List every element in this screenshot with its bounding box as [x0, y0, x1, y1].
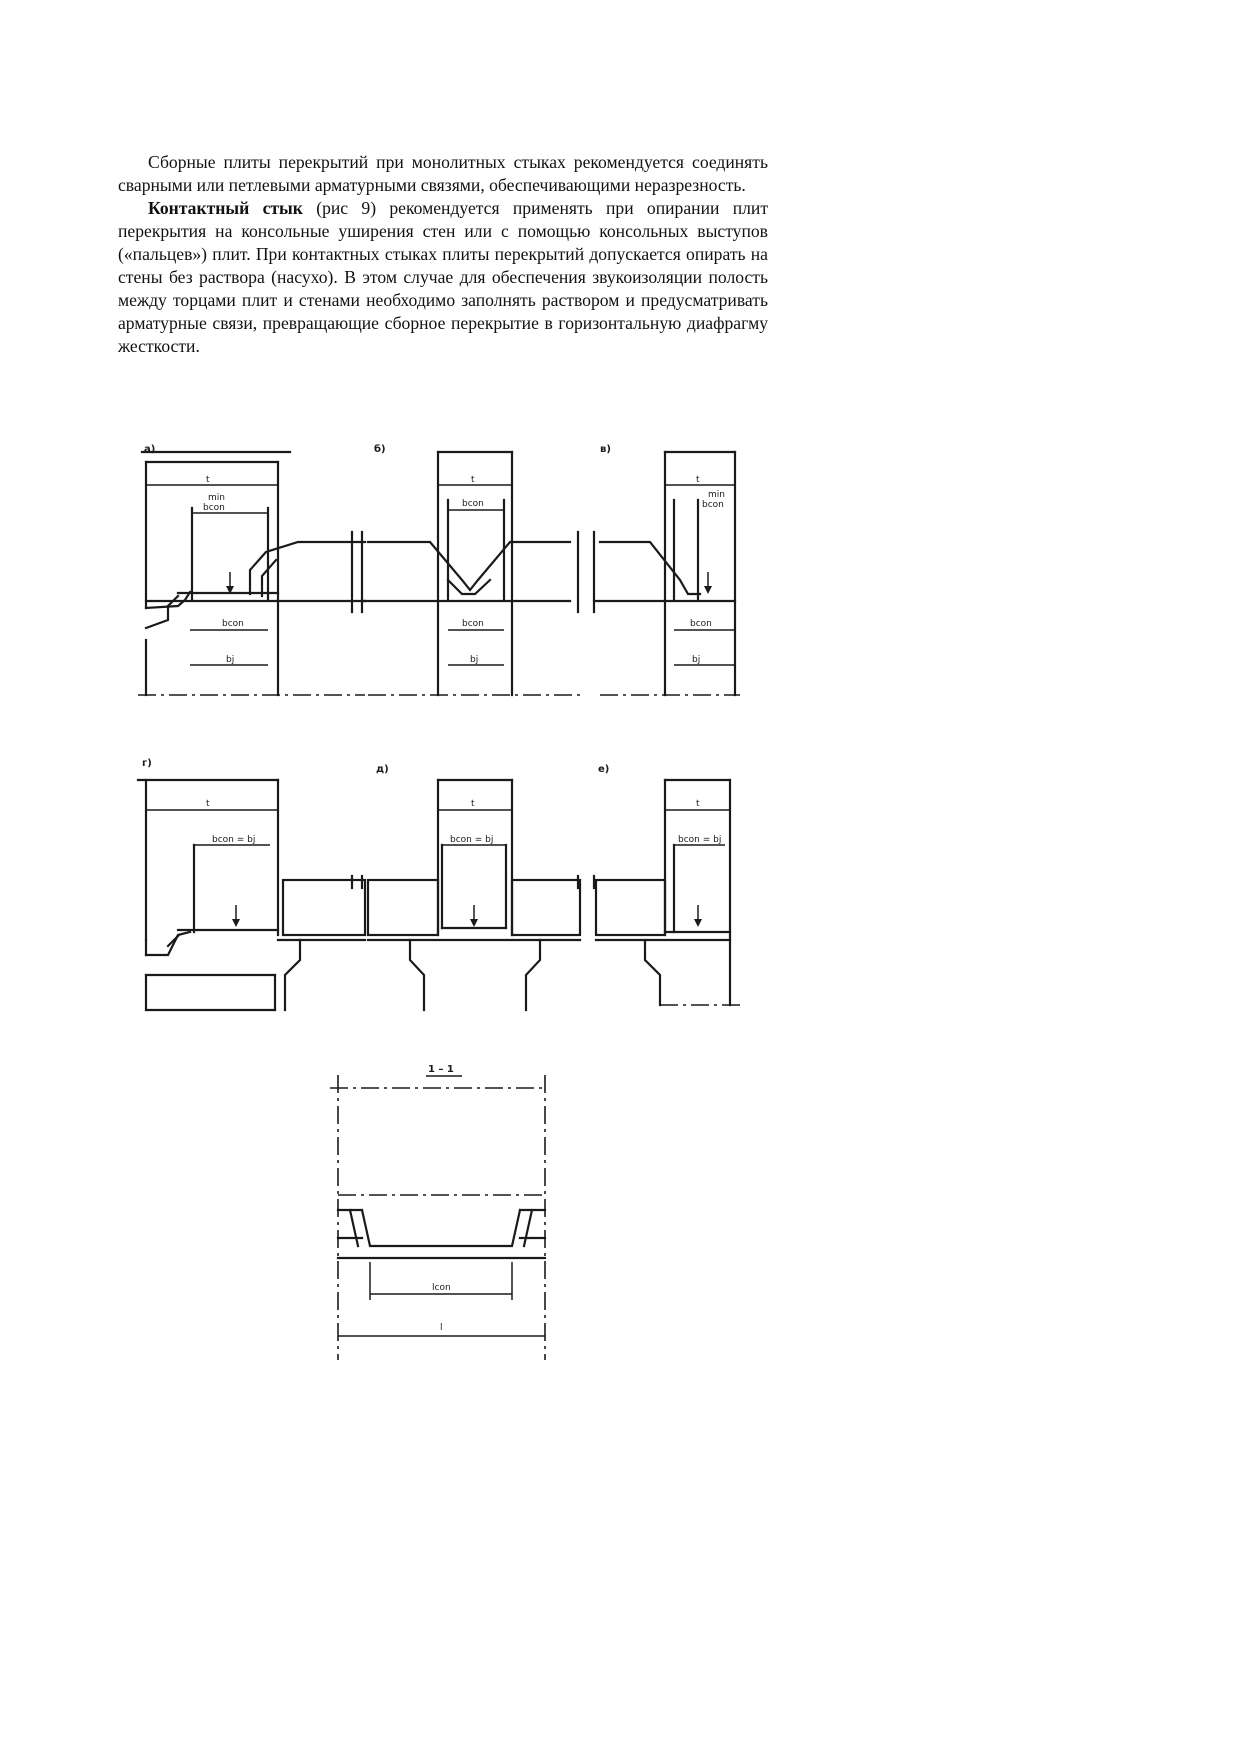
panel-b-bcon-top-label: bcon [462, 499, 484, 509]
paragraph-monolithic-joints: Сборные плиты перекрытий при монолитных стыках рекомендуется соединять сварными или петлевыми арматурными связями, обеспечивающими неразрезность. [118, 152, 768, 195]
panel-b-bj-label: bj [470, 655, 479, 665]
panel-e-letter: е) [598, 764, 610, 775]
section-l-label: l [440, 1323, 443, 1333]
panel-a-bcon-label: bcon [222, 619, 244, 629]
panel-g-letter: г) [142, 758, 152, 769]
panel-e-t-label: t [696, 799, 700, 809]
panel-v-min-label: min [708, 490, 725, 500]
panel-d [362, 764, 580, 1010]
panel-b-letter: б) [374, 444, 386, 455]
panel-d-letter: д) [376, 764, 389, 775]
panel-g-t-label: t [206, 799, 210, 809]
panel-a-min-label: min [208, 493, 225, 503]
panel-v-bcon-min-label: bcon [702, 500, 724, 510]
panel-e [594, 764, 740, 1005]
panel-e-bcon-eq-label: bcon = bj [678, 835, 722, 845]
panel-g [138, 758, 365, 1010]
panel-b [362, 443, 580, 695]
panel-a-bj-label: bj [226, 655, 235, 665]
panel-v [594, 444, 740, 695]
panel-a-letter: а) [144, 444, 156, 455]
panel-g-bcon-eq-label: bcon = bj [212, 835, 256, 845]
panel-v-t-label: t [696, 475, 700, 485]
panel-a-bcon-min-label: bcon [203, 503, 225, 513]
panel-a [138, 444, 365, 695]
panel-b-t-label: t [471, 475, 475, 485]
section-lcon-label: lcon [432, 1283, 451, 1293]
panel-b-bcon-label: bcon [462, 619, 484, 629]
section-1-1 [330, 1064, 545, 1360]
section-title: 1 – 1 [428, 1064, 454, 1075]
panel-v-bj-label: bj [692, 655, 701, 665]
panel-a-t-label: t [206, 475, 210, 485]
panel-v-letter: в) [600, 444, 611, 455]
term-contact-joint: Контактный стык [148, 198, 303, 218]
paragraph-contact-joint-rest: (рис 9) рекомендуется применять при опирании плит перекрытия на консольные уширения стен или с помощью консольных выступов («пальцев») плит. При контактных стыках плиты перекрытий допускается опирать на стены без раствора (насухо). В этом случае для обеспечения звукоизоляции полость между торцами плит и стенами необходимо заполнять раствором и предусматривать арматурные связи, превращающие сборное перекрытие в горизонтальную диафрагму жесткости. [118, 198, 769, 356]
panel-v-bcon-label: bcon [690, 619, 712, 629]
panel-d-t-label: t [471, 799, 475, 809]
panel-d-bcon-eq-label: bcon = bj [450, 835, 494, 845]
